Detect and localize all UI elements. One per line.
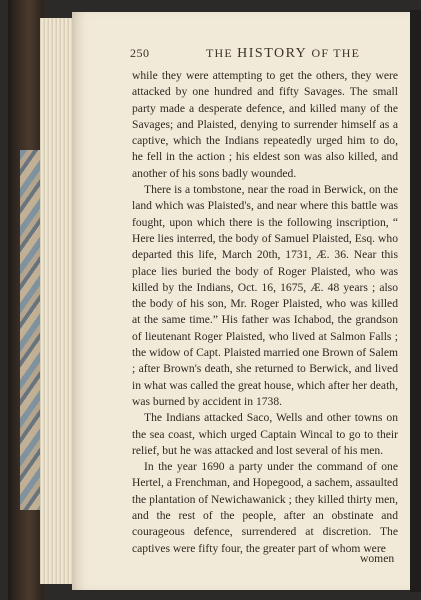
catchword: women	[360, 552, 395, 565]
running-head-main: HISTORY	[237, 46, 308, 61]
running-head-suffix: OF THE	[311, 46, 361, 60]
paragraph: The Indians attacked Saco, Wells and other towns on the sea coast, which urged Captain Wincal to go to their relief, but he was attacked and lost several of his men.	[132, 411, 398, 457]
page-number: 250	[130, 46, 150, 60]
running-head-prefix: THE	[206, 46, 233, 60]
page-header	[128, 46, 388, 62]
body-text	[132, 68, 398, 557]
marbled-edge	[20, 150, 42, 510]
paragraph: There is a tombstone, near the road in Berwick, on the land which was Plaisted's, and near where this battle was fought, upon which there is the following inscription, “ Here lies interred, the body of Samuel Plaisted, Esq. who departed this life, March 20th, 1731, Æ. 36. Near this place lies buried the body of Roger Plaisted, who was killed by the Indians, Oct. 16, 1675, Æ. 48 years ; also the body of his son, Mr. Roger Plaisted, who was killed at the same time.” His father was Ichabod, the grandson of lieutenant Roger Plaisted, who lived at Salmon Falls ; the widow of Capt. Plaisted married one Brown of Salem ; after Brown's death, she returned to Berwick, and lived in what was called the great house, which after her death, was burned by accident in 1738.	[132, 183, 398, 408]
book-page	[72, 12, 410, 590]
paragraph: In the year 1690 a party under the command of one Hertel, a Frenchman, and Hopegood, a sachem, assaulted the plantation of Newichawanick ; they killed thirty men, and the rest of the people, after an obstinate and courageous defence, surrendered at discretion. The captives were fifty four, the greater part of whom were	[132, 460, 398, 555]
running-head	[206, 46, 360, 62]
page-stack-edge	[40, 18, 75, 584]
right-shadow	[410, 10, 421, 592]
paragraph: while they were attempting to get the others, they were attacked by one hundred and fifty Savages. The small party made a desperate defence, and killed many of the Savages; and Plaisted, denying to surrender himself as a captive, which the Indians repeatedly urged him to do, he fell in the action ; his eldest son was also killed, and another of his sons badly wounded.	[132, 69, 398, 180]
